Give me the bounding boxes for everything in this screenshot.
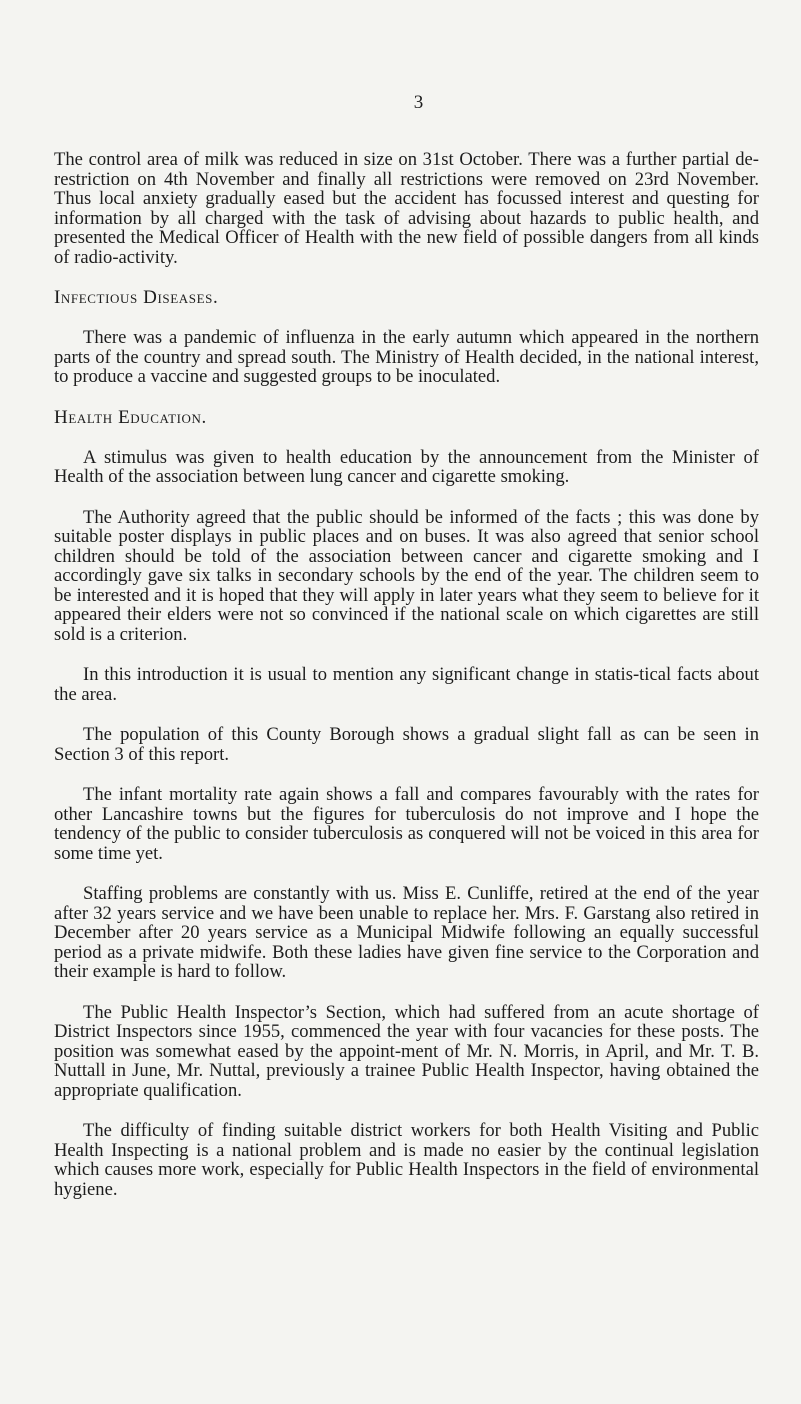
paragraph-inspectors-section: The Public Health Inspector’s Section, which had suffered from an acute shortage of District Inspectors since 1955, commenced the year with four vacancies for these posts. The position was somewhat eased by the appoint-ment of Mr. N. Morris, in April, and Mr. T. B. Nuttall in June, Mr. Nuttal, previously a trainee Public Health Inspector, having obtained the appropriate qualification.	[54, 1001, 759, 1101]
paragraph-authority: The Authority agreed that the public should be informed of the facts ; this was done by suitable poster displays in public places and on buses. It was also agreed that senior school children should be told of the association between cancer and cigarette smoking and I accordingly gave six talks in secondary schools by the end of the year. The children seem to be interested and it is hoped that they will apply in later years what they seem to believe for it appeared their elders were not so convinced if the national scale on which cigarettes are still sold is a criterion.	[54, 506, 759, 645]
paragraph-population: The population of this County Borough shows a gradual slight fall as can be seen in Section 3 of this report.	[54, 724, 759, 765]
paragraph-influenza: There was a pandemic of influenza in the early autumn which appeared in the northern parts of the country and spread south. The Ministry of Health decided, in the national interest, to produce a vaccine and suggested groups to be inoculated.	[54, 327, 759, 387]
heading-health-education: Health Education.	[54, 406, 207, 428]
paragraph-introduction: In this introduction it is usual to mention any significant change in statis-tical facts about the area.	[54, 664, 759, 705]
paragraph-district-workers: The difficulty of finding suitable district workers for both Health Visiting and Public Health Inspecting is a national problem and is made no easier by the continual legislation which causes more work, especially for Public Health Inspectors in the field of environmental hygiene.	[54, 1120, 759, 1200]
paragraph-staffing: Staffing problems are constantly with us. Miss E. Cunliffe, retired at the end of the year after 32 years service and we have been unable to replace her. Mrs. F. Garstang also retired in December after 20 years service as a Municipal Midwife following an equally successful period as a private midwife. Both these ladies have given fine service to the Corporation and their example is hard to follow.	[54, 883, 759, 982]
page-number: 3	[413, 92, 424, 113]
heading-infectious-diseases: Infectious Diseases.	[54, 287, 219, 308]
paragraph-infant-mortality: The infant mortality rate again shows a fall and compares favourably with the rates for other Lancashire towns but the figures for tuberculosis do not improve and I hope the tendency of the public to consider tuberculosis as conquered will not be voiced in this area for some time yet.	[54, 784, 759, 864]
intro-paragraph: The control area of milk was reduced in size on 31st October. There was a further partial de-restriction on 4th November and finally all restrictions were removed on 23rd November. Thus local anxiety gradually eased but the accident has focussed interest and questing for information by all charged with the task of advising about hazards to public health, and presented the Medical Officer of Health with the new field of possible dangers from all kinds of radio-activity.	[54, 149, 759, 268]
paragraph-stimulus: A stimulus was given to health education by the announcement from the Minister of Health of the association between lung cancer and cigarette smoking.	[54, 446, 759, 487]
